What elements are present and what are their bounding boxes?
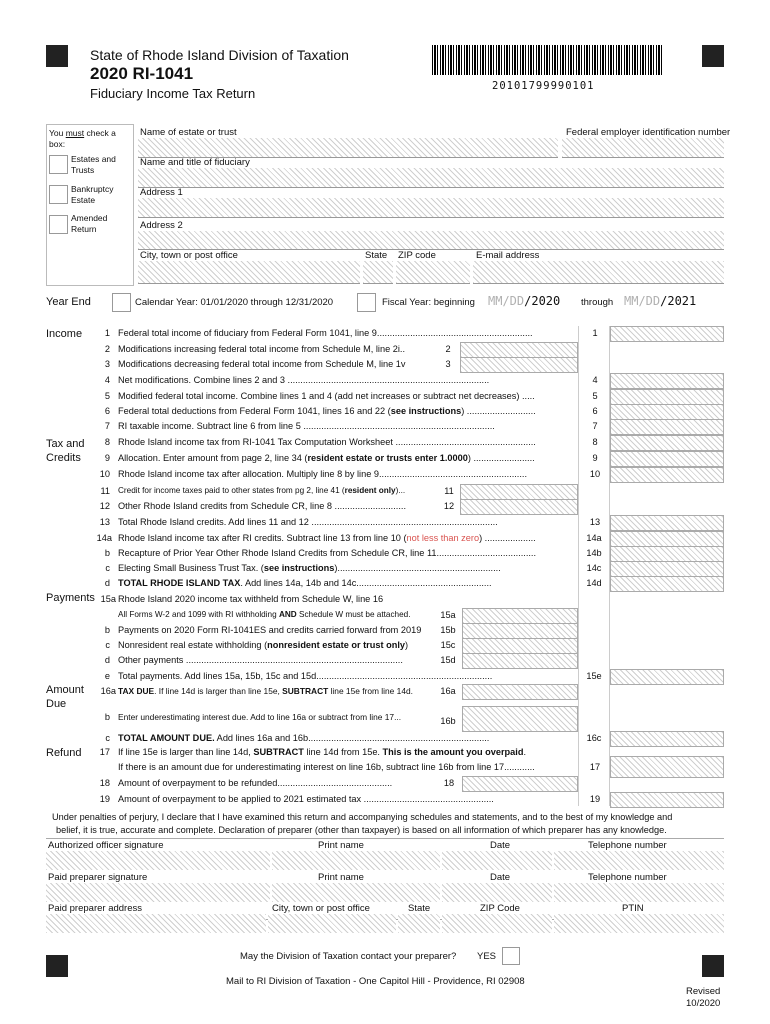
email-label: E-mail address: [476, 250, 540, 261]
section-income: Income: [46, 328, 83, 340]
form-title: 2020 RI-1041: [90, 64, 194, 83]
amended-return-label: Amended Return: [71, 213, 108, 234]
calendar-year-label: Calendar Year: 01/01/2020 through 12/31/2020: [135, 297, 334, 308]
form-subtitle: Fiduciary Income Tax Return: [90, 86, 256, 101]
perjury-statement-line1: Under penalties of perjury, I declare that I have examined this return and accompanying schedules and statements, and to the best of my knowledge and: [52, 812, 673, 822]
paid-address-input[interactable]: [46, 914, 266, 933]
ptin-label: PTIN: [622, 903, 644, 914]
line-15c-amount[interactable]: [462, 638, 578, 654]
auth-print-name-input[interactable]: [272, 851, 440, 870]
line-14a-amount[interactable]: [610, 531, 724, 547]
line-8-amount[interactable]: [610, 435, 724, 451]
section-payments: Payments: [46, 592, 95, 604]
line-4-amount[interactable]: [610, 373, 724, 389]
paid-date-input[interactable]: [442, 883, 552, 902]
registration-mark-bottom-right: [702, 955, 724, 977]
fein-input[interactable]: [562, 138, 724, 158]
paid-zip-label: ZIP Code: [480, 903, 520, 914]
section-tax-credits-2: Credits: [46, 452, 81, 464]
line-13-amount[interactable]: [610, 515, 724, 531]
paid-address-label: Paid preparer address: [48, 903, 142, 914]
perjury-statement-line2: belief, it is true, accurate and complete. Declaration of preparer (other than taxpayer) is based on all information of which preparer has any knowledge.: [56, 825, 667, 835]
barcode: [432, 45, 664, 75]
section-amount-due-2: Due: [46, 698, 67, 710]
line-10-amount[interactable]: [610, 467, 724, 483]
paid-signature-input[interactable]: [46, 883, 270, 902]
revised-label: Revised: [686, 986, 721, 997]
contact-preparer-question: May the Division of Taxation contact your preparer?: [240, 951, 457, 962]
fiscal-year-label: Fiscal Year: beginning: [382, 297, 475, 308]
auth-signature-input[interactable]: [46, 851, 270, 870]
address1-label: Address 1: [140, 187, 183, 198]
line-6-amount[interactable]: [610, 404, 724, 420]
city-input[interactable]: [138, 261, 360, 284]
registration-mark-top-left: [46, 45, 68, 67]
line-3-amount[interactable]: [460, 357, 578, 373]
barcode-number: 20101799990101: [492, 80, 595, 92]
line-12-amount[interactable]: [460, 499, 578, 515]
line-1-amount[interactable]: [610, 326, 724, 342]
contact-yes-checkbox[interactable]: [502, 947, 520, 965]
bankruptcy-estate-label: Bankruptcy Estate: [71, 184, 114, 205]
line-16a-amount[interactable]: [462, 684, 578, 700]
zip-input[interactable]: [396, 261, 470, 284]
fiscal-begin-input[interactable]: MM/DD/2020: [488, 294, 561, 308]
print-name-label: Print name: [318, 840, 364, 851]
date-label: Date: [490, 840, 511, 851]
line-16b-amount[interactable]: [462, 706, 578, 732]
paid-print-name-input[interactable]: [272, 883, 440, 902]
calendar-year-checkbox[interactable]: [112, 293, 131, 312]
line-15d-amount[interactable]: [462, 653, 578, 669]
paid-phone-input[interactable]: [554, 883, 724, 902]
auth-sig-label: Authorized officer signature: [48, 840, 164, 851]
bankruptcy-estate-checkbox[interactable]: [49, 185, 68, 204]
auth-date-input[interactable]: [442, 851, 552, 870]
fiscal-end-input[interactable]: MM/DD/2021: [624, 294, 697, 308]
paid-sig-label: Paid preparer signature: [48, 872, 148, 883]
auth-phone-input[interactable]: [554, 851, 724, 870]
paid-city-input[interactable]: [268, 914, 396, 933]
year-end-label: Year End: [46, 296, 91, 308]
email-input[interactable]: [473, 261, 724, 284]
registration-mark-top-right: [702, 45, 724, 67]
section-amount-due-1: Amount: [46, 684, 84, 696]
paid-state-label: State: [408, 903, 431, 914]
division-name: State of Rhode Island Division of Taxation: [90, 47, 349, 63]
fiduciary-label: Name and title of fiduciary: [140, 157, 250, 168]
zip-label: ZIP code: [398, 250, 436, 261]
estate-name-input[interactable]: [138, 138, 558, 158]
section-tax-credits-1: Tax and: [46, 438, 85, 450]
paid-phone-label: Telephone number: [588, 872, 667, 883]
address2-input[interactable]: [138, 231, 724, 250]
line-14c-amount[interactable]: [610, 561, 724, 577]
address1-input[interactable]: [138, 198, 724, 218]
amended-return-checkbox[interactable]: [49, 215, 68, 234]
paid-zip-input[interactable]: [442, 914, 552, 933]
mailing-address: Mail to RI Division of Taxation - One Capitol Hill - Providence, RI 02908: [226, 976, 525, 987]
line-11-amount[interactable]: [460, 484, 578, 500]
paid-date-label: Date: [490, 872, 511, 883]
checkbox-instruction: You must check a box:: [49, 128, 116, 149]
address2-label: Address 2: [140, 220, 183, 231]
line-15e-amount[interactable]: [610, 669, 724, 685]
section-refund: Refund: [46, 747, 82, 759]
state-input[interactable]: [363, 261, 393, 284]
paid-city-label: City, town or post office: [272, 903, 370, 914]
line-19-amount[interactable]: [610, 792, 724, 808]
fein-label: Federal employer identification number: [566, 127, 731, 138]
line-2-amount[interactable]: [460, 342, 578, 358]
contact-yes-label: YES: [477, 951, 497, 962]
line-14d-amount[interactable]: [610, 576, 724, 592]
city-label: City, town or post office: [140, 250, 238, 261]
phone-label: Telephone number: [588, 840, 667, 851]
through-label: through: [581, 297, 614, 308]
paid-state-input[interactable]: [398, 914, 440, 933]
line-14b-amount[interactable]: [610, 546, 724, 562]
line-15b-amount[interactable]: [462, 623, 578, 639]
estates-trusts-checkbox[interactable]: [49, 155, 68, 174]
line-5-amount[interactable]: [610, 389, 724, 405]
registration-mark-bottom-left: [46, 955, 68, 977]
fiscal-year-checkbox[interactable]: [357, 293, 376, 312]
state-label: State: [365, 250, 388, 261]
revised-date: 10/2020: [686, 998, 721, 1009]
line-16c-amount[interactable]: [610, 731, 724, 747]
line-18-amount[interactable]: [462, 776, 578, 792]
line-15a-amount[interactable]: [462, 608, 578, 624]
line-7-amount[interactable]: [610, 419, 724, 435]
ptin-input[interactable]: [554, 914, 724, 933]
paid-print-name-label: Print name: [318, 872, 364, 883]
estates-trusts-label: Estates and Trusts: [71, 154, 116, 175]
line-17-amount[interactable]: [610, 756, 724, 778]
fiduciary-input[interactable]: [138, 168, 724, 188]
line-9-amount[interactable]: [610, 451, 724, 467]
estate-name-label: Name of estate or trust: [140, 127, 237, 138]
